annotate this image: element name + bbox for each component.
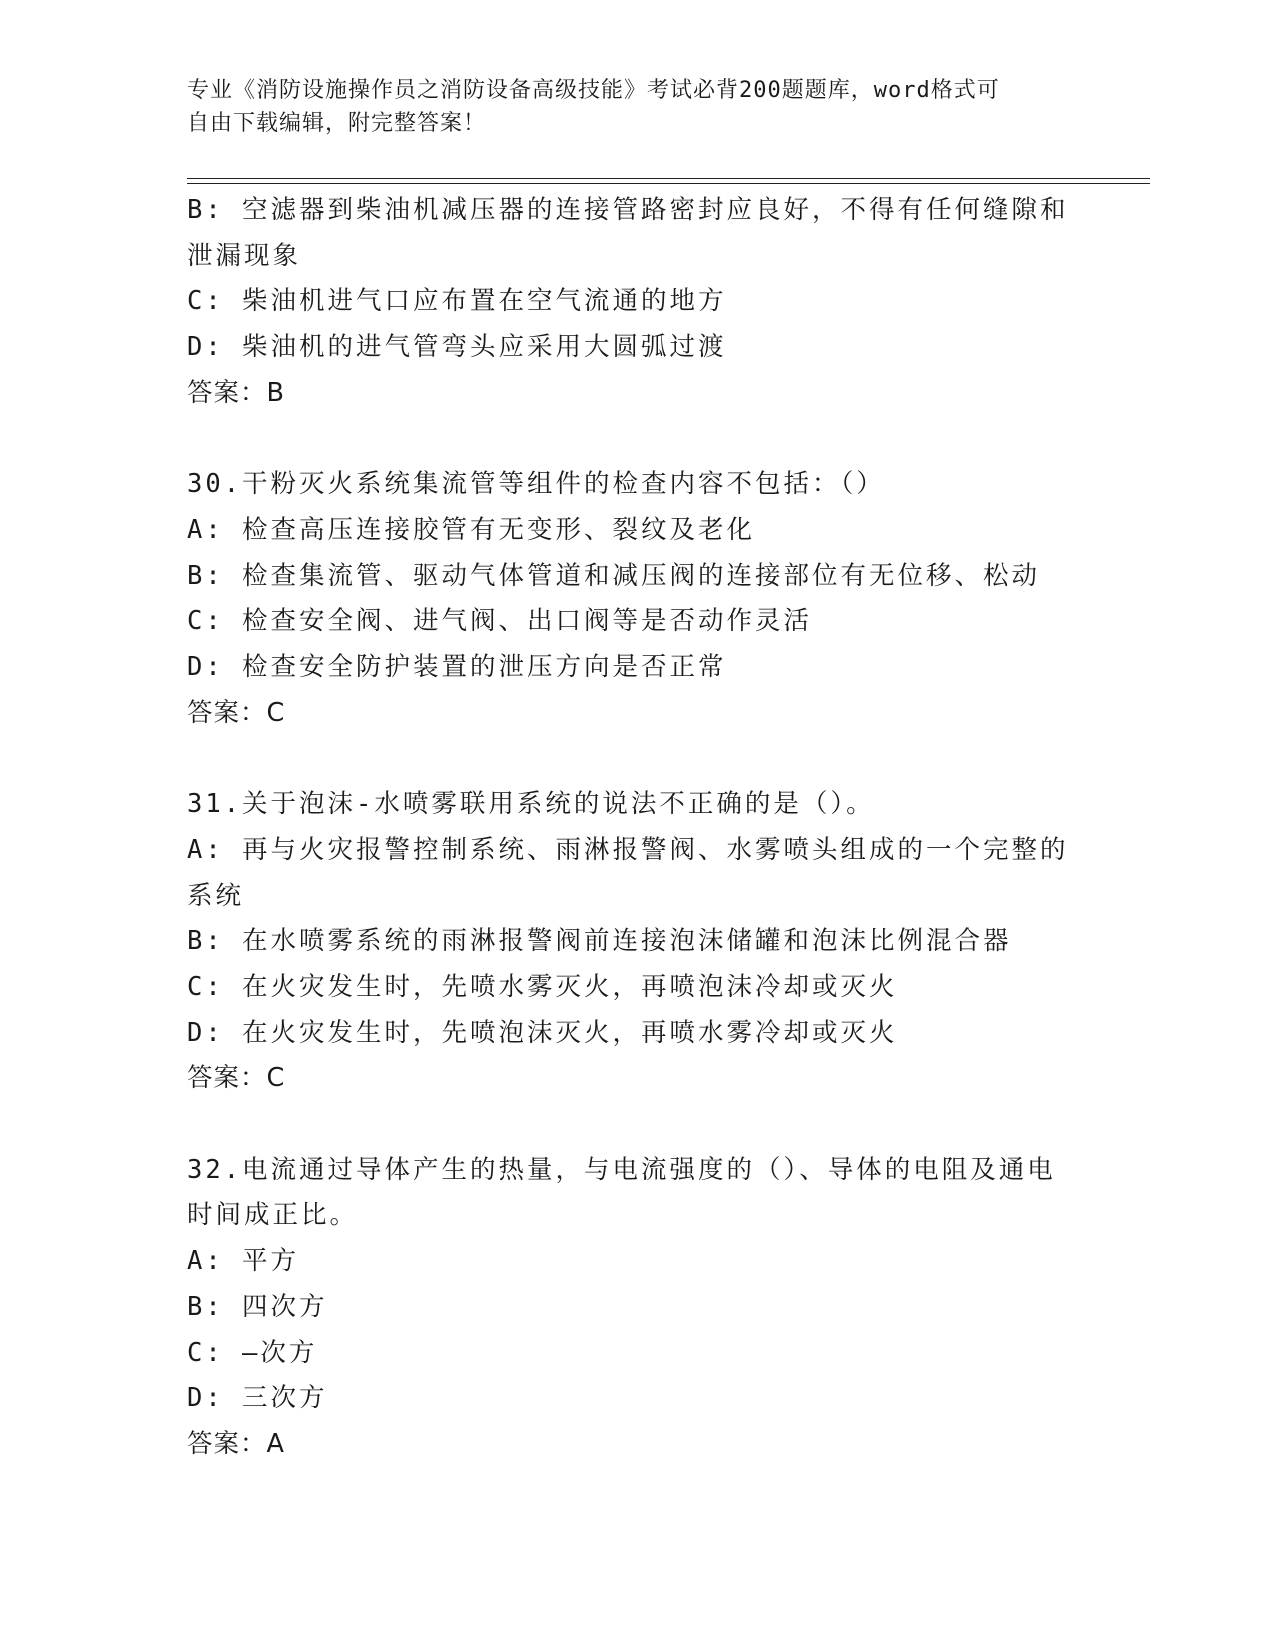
- option-a: A: 平方: [187, 1246, 300, 1277]
- option-c: C: 柴油机进气口应布置在空气流通的地方: [187, 286, 727, 317]
- question-stem-line-1: 32.电流通过导体产生的热量，与电流强度的（）、导体的电阻及通电: [187, 1154, 1056, 1185]
- header-divider-top: [187, 178, 1150, 179]
- question-32: [187, 1148, 1077, 1468]
- header-divider-bottom: [187, 183, 1150, 184]
- option-d: D: 柴油机的进气管弯头应采用大圆弧过渡: [187, 332, 727, 363]
- header-line-1: 专业《消防设施操作员之消防设备高级技能》考试必背200题题库，word格式可: [187, 78, 1000, 103]
- option-b: B: 四次方: [187, 1291, 328, 1322]
- answer: 答案：C: [187, 1063, 286, 1094]
- option-c: C: 在火灾发生时，先喷水雾灭火，再喷泡沫冷却或灭火: [187, 971, 898, 1002]
- answer: 答案：B: [187, 377, 285, 408]
- option-b: B: 检查集流管、驱动气体管道和减压阀的连接部位有无位移、松动: [187, 560, 1041, 591]
- answer: 答案：A: [187, 1428, 285, 1459]
- question-29-tail: [187, 188, 1077, 417]
- question-31: [187, 782, 1077, 1102]
- option-a-line-2: 系统: [187, 880, 245, 911]
- spacer: [187, 417, 1077, 463]
- option-b: B: 在水喷雾系统的雨淋报警阀前连接泡沫储罐和泡沫比例混合器: [187, 926, 1012, 957]
- option-d: D: 检查安全防护装置的泄压方向是否正常: [187, 652, 727, 683]
- header-line-2: 自由下载编辑，附完整答案！: [187, 111, 487, 136]
- option-b-line-1: B: 空滤器到柴油机减压器的连接管路密封应良好，不得有任何缝隙和: [187, 195, 1069, 225]
- document-header: [187, 74, 1067, 140]
- question-list: [187, 188, 1077, 1468]
- option-b-line-2: 泄漏现象: [187, 240, 302, 271]
- option-a-line-1: A: 再与火灾报警控制系统、雨淋报警阀、水雾喷头组成的一个完整的: [187, 834, 1069, 865]
- option-a: A: 检查高压连接胶管有无变形、裂纹及老化: [187, 514, 756, 545]
- question-stem: 31.关于泡沫-水喷雾联用系统的说法不正确的是（）。: [187, 789, 875, 820]
- question-stem-line-2: 时间成正比。: [187, 1200, 359, 1231]
- answer: 答案：C: [187, 697, 286, 728]
- option-d: D: 在火灾发生时，先喷泡沫灭火，再喷水雾冷却或灭火: [187, 1017, 898, 1048]
- spacer: [187, 736, 1077, 782]
- question-30: [187, 462, 1077, 736]
- option-c: C: —次方: [187, 1337, 318, 1368]
- option-d: D: 三次方: [187, 1383, 328, 1414]
- question-stem: 30.干粉灭火系统集流管等组件的检查内容不包括：（）: [187, 469, 885, 500]
- spacer: [187, 1102, 1077, 1148]
- option-c: C: 检查安全阀、进气阀、出口阀等是否动作灵活: [187, 606, 813, 637]
